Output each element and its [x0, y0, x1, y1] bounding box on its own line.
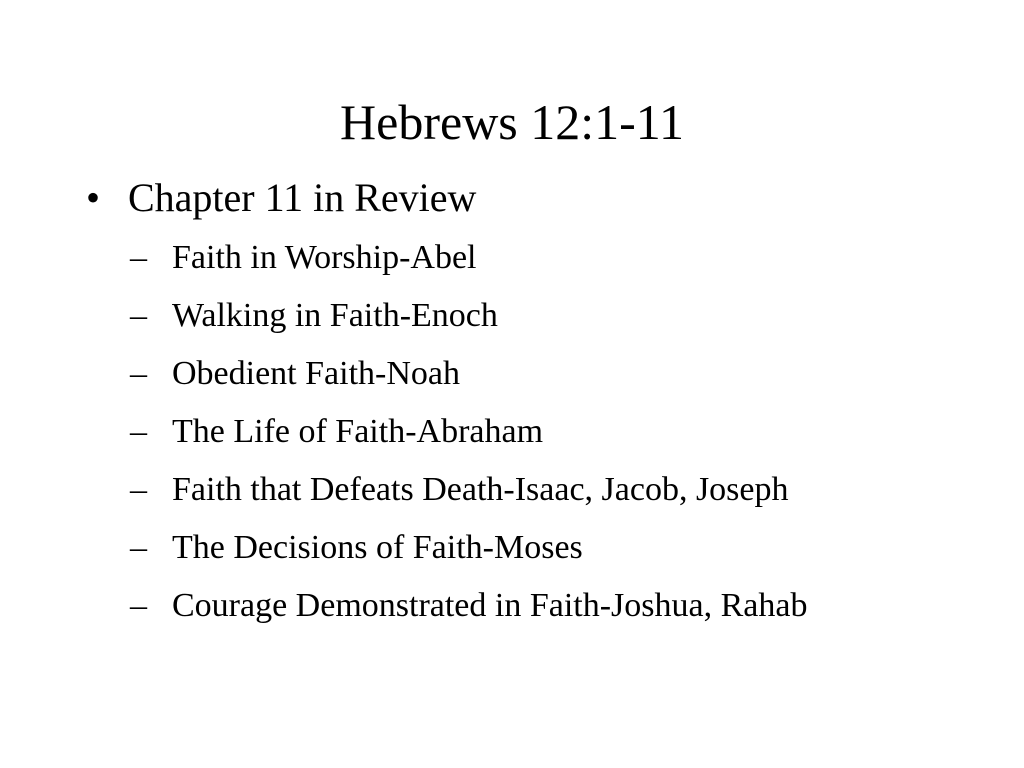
main-bullet — [86, 174, 476, 222]
main-bullet-text: Chapter 11 in Review — [128, 175, 477, 220]
sub-bullet-text: Walking in Faith-Enoch — [172, 297, 498, 334]
slide-title: Hebrews 12:1-11 — [340, 94, 684, 150]
sub-bullet-item — [130, 525, 807, 583]
sub-bullet-text: Faith that Defeats Death-Isaac, Jacob, Joseph — [172, 471, 789, 508]
bullet-marker: • — [86, 175, 101, 220]
dash-marker: – — [130, 471, 147, 508]
sub-bullet-text: Faith in Worship-Abel — [172, 239, 477, 276]
sub-bullet-text: The Life of Faith-Abraham — [172, 413, 544, 450]
sub-bullet-item — [130, 409, 807, 467]
sub-bullet-item — [130, 293, 807, 351]
dash-marker: – — [130, 529, 147, 566]
sub-bullet-text: Obedient Faith-Noah — [172, 355, 460, 392]
sub-bullet-item — [130, 583, 807, 641]
sub-bullet-item — [130, 467, 807, 525]
sub-bullet-text: Courage Demonstrated in Faith-Joshua, Rahab — [172, 587, 808, 624]
sub-bullet-item — [130, 235, 807, 293]
dash-marker: – — [130, 297, 147, 334]
dash-marker: – — [130, 587, 147, 624]
dash-marker: – — [130, 239, 147, 276]
sub-bullet-list — [130, 235, 807, 641]
dash-marker: – — [130, 355, 147, 392]
dash-marker: – — [130, 413, 147, 450]
sub-bullet-text: The Decisions of Faith-Moses — [172, 529, 583, 566]
sub-bullet-item — [130, 351, 807, 409]
